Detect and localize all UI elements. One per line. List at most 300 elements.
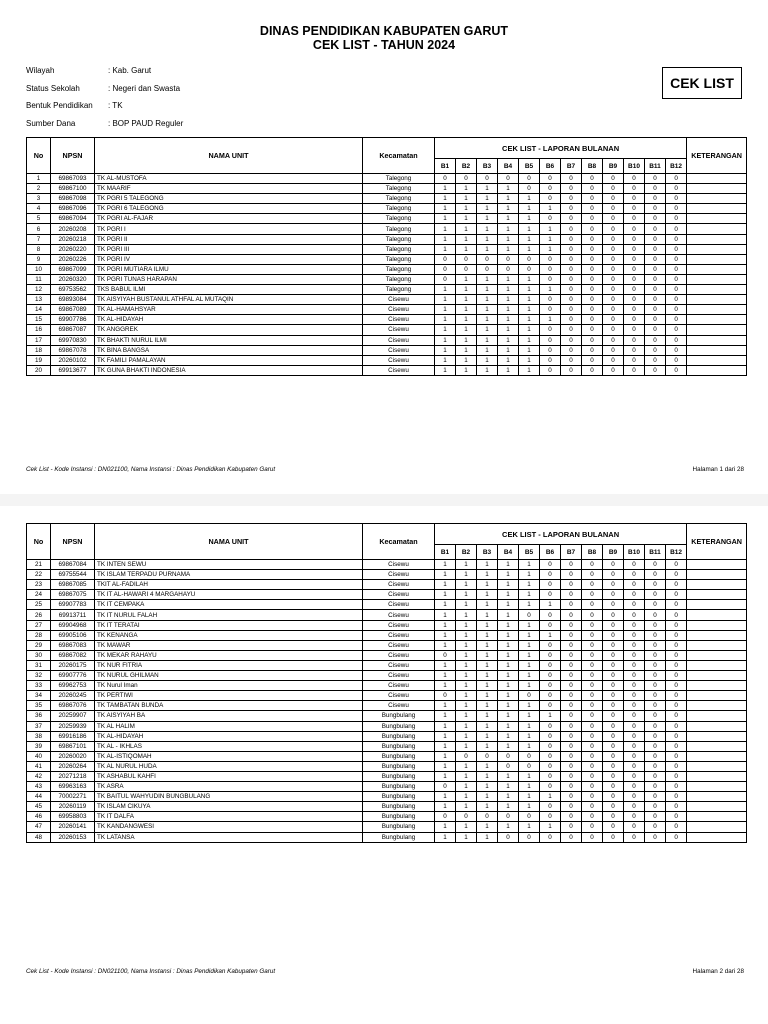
- cell-npsn: 20260020: [51, 751, 95, 761]
- cell-month-status: 1: [456, 782, 477, 792]
- cell-npsn: 20260175: [51, 660, 95, 670]
- cell-month-status: 0: [540, 731, 561, 741]
- cell-month-status: 1: [477, 822, 498, 832]
- cell-month-status: 1: [477, 691, 498, 701]
- cell-kecamatan: Bungbulang: [363, 771, 435, 781]
- table-row: [27, 771, 747, 781]
- cell-month-status: 0: [561, 335, 582, 345]
- cell-month-status: 0: [666, 640, 687, 650]
- cell-no: 5: [27, 214, 51, 224]
- cell-month-status: 0: [477, 812, 498, 822]
- cell-kecamatan: Cisewu: [363, 335, 435, 345]
- cell-nama-unit: TK IT NURUL FALAH: [95, 610, 363, 620]
- cell-month-status: 0: [561, 560, 582, 570]
- cell-month-status: 0: [603, 184, 624, 194]
- cell-month-status: 0: [582, 650, 603, 660]
- cell-month-status: 1: [519, 325, 540, 335]
- cell-month-status: 0: [519, 264, 540, 274]
- cell-month-status: 1: [540, 792, 561, 802]
- cell-month-status: 0: [666, 204, 687, 214]
- cell-month-status: 0: [519, 812, 540, 822]
- cell-npsn: 69970830: [51, 335, 95, 345]
- cell-month-status: 1: [456, 650, 477, 660]
- cell-no: 16: [27, 325, 51, 335]
- info-label: Status Sekolah: [26, 83, 80, 93]
- cell-month-status: 0: [540, 560, 561, 570]
- cell-month-status: 0: [645, 691, 666, 701]
- cell-month-status: 0: [624, 305, 645, 315]
- cell-nama-unit: TK PGRI II: [95, 234, 363, 244]
- cell-npsn: 20260218: [51, 234, 95, 244]
- cell-month-status: 0: [561, 315, 582, 325]
- cell-month-status: 0: [582, 234, 603, 244]
- cell-kecamatan: Cisewu: [363, 560, 435, 570]
- cell-month-status: 0: [603, 660, 624, 670]
- cell-month-status: 0: [582, 295, 603, 305]
- table-row: [27, 295, 747, 305]
- cell-month-status: 0: [603, 274, 624, 284]
- cell-month-status: 1: [435, 771, 456, 781]
- cell-no: 47: [27, 822, 51, 832]
- cell-month-status: 1: [519, 782, 540, 792]
- cell-month-status: 1: [498, 184, 519, 194]
- cell-month-status: 1: [456, 681, 477, 691]
- cell-month-status: 1: [435, 560, 456, 570]
- cell-month-status: 0: [582, 620, 603, 630]
- cell-nama-unit: TK ASRA: [95, 782, 363, 792]
- cell-month-status: 0: [582, 570, 603, 580]
- cell-month-status: 1: [435, 802, 456, 812]
- cell-month-status: 1: [477, 184, 498, 194]
- cell-no: 22: [27, 570, 51, 580]
- cell-nama-unit: TK PGRI MUTIARA ILMU: [95, 264, 363, 274]
- cell-month-status: 0: [645, 711, 666, 721]
- cell-month-status: 1: [435, 345, 456, 355]
- cell-month-status: 1: [435, 590, 456, 600]
- table-row: [27, 274, 747, 284]
- cell-month-status: 0: [624, 792, 645, 802]
- cell-month-status: 0: [666, 590, 687, 600]
- cell-month-status: 0: [582, 802, 603, 812]
- cell-no: 37: [27, 721, 51, 731]
- cell-month-status: 0: [624, 194, 645, 204]
- cell-month-status: 1: [477, 832, 498, 842]
- cell-npsn: 69867093: [51, 174, 95, 184]
- cell-month-status: 0: [582, 305, 603, 315]
- cell-month-status: 0: [435, 782, 456, 792]
- table-body: [27, 560, 747, 843]
- cell-month-status: 0: [603, 640, 624, 650]
- cell-nama-unit: TK AISYIYAH BA: [95, 711, 363, 721]
- cell-month-status: 0: [603, 681, 624, 691]
- info-label: Wilayah: [26, 66, 55, 75]
- cell-month-status: 0: [624, 274, 645, 284]
- header-month: B10: [624, 159, 645, 174]
- cell-month-status: 1: [456, 590, 477, 600]
- cell-month-status: 0: [477, 264, 498, 274]
- cell-month-status: 0: [540, 214, 561, 224]
- cell-month-status: 0: [624, 285, 645, 295]
- cell-month-status: 1: [456, 274, 477, 284]
- cell-month-status: 0: [540, 650, 561, 660]
- cell-month-status: 0: [603, 315, 624, 325]
- cell-month-status: 0: [603, 254, 624, 264]
- cell-month-status: 0: [666, 650, 687, 660]
- cell-month-status: 1: [456, 315, 477, 325]
- cell-nama-unit: TKS BABUL ILMI: [95, 285, 363, 295]
- cell-month-status: 0: [624, 640, 645, 650]
- cell-month-status: 0: [603, 650, 624, 660]
- header-month: B3: [477, 159, 498, 174]
- cell-month-status: 0: [498, 812, 519, 822]
- cell-month-status: 1: [477, 701, 498, 711]
- cell-kecamatan: Talegong: [363, 174, 435, 184]
- cell-month-status: 0: [561, 671, 582, 681]
- cell-kecamatan: Bungbulang: [363, 721, 435, 731]
- cell-month-status: 0: [582, 355, 603, 365]
- cell-month-status: 0: [624, 650, 645, 660]
- cell-month-status: 1: [498, 355, 519, 365]
- cell-month-status: 0: [561, 771, 582, 781]
- cell-kecamatan: Talegong: [363, 214, 435, 224]
- cell-month-status: 1: [519, 285, 540, 295]
- header-month: B4: [498, 159, 519, 174]
- cell-month-status: 1: [477, 600, 498, 610]
- cell-month-status: 0: [561, 792, 582, 802]
- cell-month-status: 0: [645, 741, 666, 751]
- cell-month-status: 1: [477, 721, 498, 731]
- cell-month-status: 0: [666, 355, 687, 365]
- cell-keterangan: [687, 812, 747, 822]
- cell-kecamatan: Cisewu: [363, 610, 435, 620]
- cell-kecamatan: Talegong: [363, 194, 435, 204]
- cell-nama-unit: TK IT AL-HAWARI 4 MARGAHAYU: [95, 590, 363, 600]
- cell-month-status: 1: [456, 660, 477, 670]
- cell-month-status: 0: [435, 264, 456, 274]
- cell-no: 19: [27, 355, 51, 365]
- cell-npsn: 69893084: [51, 295, 95, 305]
- cell-npsn: 20260264: [51, 761, 95, 771]
- cell-month-status: 0: [624, 345, 645, 355]
- cell-month-status: 0: [561, 194, 582, 204]
- cell-month-status: 0: [645, 671, 666, 681]
- cell-month-status: 0: [582, 254, 603, 264]
- cell-kecamatan: Bungbulang: [363, 761, 435, 771]
- cell-kecamatan: Cisewu: [363, 305, 435, 315]
- cell-month-status: 0: [582, 560, 603, 570]
- cell-month-status: 0: [540, 570, 561, 580]
- cell-no: 18: [27, 345, 51, 355]
- cell-month-status: 0: [666, 731, 687, 741]
- cell-nama-unit: TK NUR FITRIA: [95, 660, 363, 670]
- header-month: B8: [582, 545, 603, 560]
- cell-month-status: 0: [624, 701, 645, 711]
- cell-month-status: 0: [666, 782, 687, 792]
- cell-month-status: 1: [498, 560, 519, 570]
- cell-month-status: 1: [477, 295, 498, 305]
- cell-month-status: 1: [519, 792, 540, 802]
- cell-month-status: 0: [540, 365, 561, 375]
- cell-month-status: 0: [645, 620, 666, 630]
- cell-no: 10: [27, 264, 51, 274]
- cell-month-status: 1: [456, 295, 477, 305]
- table-row: [27, 355, 747, 365]
- table-row: [27, 194, 747, 204]
- cell-month-status: 1: [435, 194, 456, 204]
- cell-month-status: 1: [477, 345, 498, 355]
- cell-keterangan: [687, 244, 747, 254]
- cell-keterangan: [687, 802, 747, 812]
- cell-month-status: 1: [435, 244, 456, 254]
- cell-month-status: 1: [477, 194, 498, 204]
- cell-month-status: 1: [498, 741, 519, 751]
- cell-month-status: 1: [435, 214, 456, 224]
- cell-kecamatan: Talegong: [363, 224, 435, 234]
- cell-kecamatan: Talegong: [363, 274, 435, 284]
- cell-month-status: 0: [603, 771, 624, 781]
- cell-month-status: 0: [561, 214, 582, 224]
- cell-month-status: 0: [561, 355, 582, 365]
- cell-month-status: 0: [561, 234, 582, 244]
- cell-month-status: 0: [561, 305, 582, 315]
- cell-kecamatan: Cisewu: [363, 580, 435, 590]
- cell-kecamatan: Cisewu: [363, 671, 435, 681]
- cell-month-status: 0: [624, 590, 645, 600]
- cell-npsn: 20260245: [51, 691, 95, 701]
- cell-npsn: 69867087: [51, 325, 95, 335]
- cell-month-status: 0: [582, 600, 603, 610]
- table-row: [27, 244, 747, 254]
- cell-month-status: 0: [645, 812, 666, 822]
- cell-keterangan: [687, 741, 747, 751]
- cell-no: 35: [27, 701, 51, 711]
- cell-month-status: 0: [666, 184, 687, 194]
- table-row: [27, 691, 747, 701]
- cell-nama-unit: TK PGRI IV: [95, 254, 363, 264]
- cell-month-status: 1: [498, 802, 519, 812]
- cell-month-status: 1: [519, 234, 540, 244]
- cell-nama-unit: TK LATANSA: [95, 832, 363, 842]
- cell-keterangan: [687, 620, 747, 630]
- cell-month-status: 1: [477, 630, 498, 640]
- cell-month-status: 0: [561, 610, 582, 620]
- cell-month-status: 0: [624, 244, 645, 254]
- cell-npsn: 69867100: [51, 184, 95, 194]
- cell-month-status: 1: [498, 590, 519, 600]
- cell-no: 4: [27, 204, 51, 214]
- cell-month-status: 1: [456, 721, 477, 731]
- cell-month-status: 0: [624, 184, 645, 194]
- table-row: [27, 701, 747, 711]
- cell-kecamatan: Cisewu: [363, 345, 435, 355]
- table-row: [27, 630, 747, 640]
- cell-month-status: 0: [603, 792, 624, 802]
- cell-month-status: 0: [645, 295, 666, 305]
- cell-keterangan: [687, 590, 747, 600]
- cell-nama-unit: TK TAMBATAN BUNDA: [95, 701, 363, 711]
- cell-month-status: 0: [603, 751, 624, 761]
- cell-month-status: 0: [477, 174, 498, 184]
- info-value: : Negeri dan Swasta: [108, 83, 181, 93]
- cell-month-status: 1: [540, 244, 561, 254]
- cell-month-status: 1: [477, 731, 498, 741]
- cell-month-status: 0: [582, 204, 603, 214]
- table-row: [27, 822, 747, 832]
- table-row: [27, 681, 747, 691]
- cell-kecamatan: Bungbulang: [363, 792, 435, 802]
- cell-month-status: 1: [519, 305, 540, 315]
- cell-month-status: 0: [435, 274, 456, 284]
- cell-month-status: 0: [603, 355, 624, 365]
- table-row: [27, 590, 747, 600]
- header-nama-unit: NAMA UNIT: [95, 138, 363, 174]
- cell-month-status: 0: [624, 711, 645, 721]
- cell-kecamatan: Cisewu: [363, 355, 435, 365]
- cell-nama-unit: TK MAWAR: [95, 640, 363, 650]
- cell-kecamatan: Cisewu: [363, 600, 435, 610]
- cell-nama-unit: TK AL-HIDAYAH: [95, 315, 363, 325]
- cell-month-status: 0: [540, 580, 561, 590]
- cell-month-status: 1: [456, 580, 477, 590]
- cell-month-status: 0: [582, 741, 603, 751]
- cell-keterangan: [687, 580, 747, 590]
- table-row: [27, 650, 747, 660]
- cell-month-status: 0: [645, 355, 666, 365]
- cell-no: 46: [27, 812, 51, 822]
- cell-nama-unit: TK KANDANGWESI: [95, 822, 363, 832]
- cell-month-status: 0: [582, 590, 603, 600]
- cell-month-status: 1: [435, 315, 456, 325]
- cell-month-status: 0: [603, 610, 624, 620]
- info-value: : TK: [108, 101, 123, 110]
- cell-month-status: 1: [456, 570, 477, 580]
- cell-month-status: 1: [519, 194, 540, 204]
- cell-month-status: 1: [435, 325, 456, 335]
- cell-month-status: 1: [519, 771, 540, 781]
- cell-month-status: 0: [603, 630, 624, 640]
- header-month: B1: [435, 159, 456, 174]
- cell-month-status: 0: [582, 761, 603, 771]
- cell-month-status: 0: [666, 721, 687, 731]
- cell-keterangan: [687, 640, 747, 650]
- cell-month-status: 0: [561, 650, 582, 660]
- cell-month-status: 1: [477, 590, 498, 600]
- cell-month-status: 1: [477, 335, 498, 345]
- cell-month-status: 1: [498, 570, 519, 580]
- cell-month-status: 0: [624, 832, 645, 842]
- cell-no: 41: [27, 761, 51, 771]
- cell-month-status: 1: [435, 832, 456, 842]
- cell-month-status: 0: [645, 254, 666, 264]
- cell-month-status: 1: [498, 365, 519, 375]
- table-row: [27, 660, 747, 670]
- cell-no: 8: [27, 244, 51, 254]
- cell-kecamatan: Bungbulang: [363, 711, 435, 721]
- cell-nama-unit: TK PGRI 6 TALEGONG: [95, 204, 363, 214]
- cek-list-badge: CEK LIST: [662, 67, 742, 99]
- cell-no: 17: [27, 335, 51, 345]
- cell-kecamatan: Cisewu: [363, 660, 435, 670]
- cell-month-status: 0: [666, 194, 687, 204]
- cell-no: 28: [27, 630, 51, 640]
- header-month: B2: [456, 545, 477, 560]
- cell-month-status: 1: [477, 741, 498, 751]
- cell-month-status: 1: [519, 580, 540, 590]
- cell-month-status: 0: [561, 325, 582, 335]
- cell-month-status: 1: [519, 660, 540, 670]
- cell-keterangan: [687, 782, 747, 792]
- cell-month-status: 0: [540, 355, 561, 365]
- cell-month-status: 0: [540, 751, 561, 761]
- cell-no: 21: [27, 560, 51, 570]
- cell-month-status: 0: [624, 214, 645, 224]
- cell-month-status: 1: [477, 274, 498, 284]
- cell-month-status: 1: [498, 701, 519, 711]
- cell-month-status: 0: [582, 365, 603, 375]
- cell-month-status: 1: [435, 610, 456, 620]
- cell-month-status: 0: [498, 264, 519, 274]
- cell-no: 31: [27, 660, 51, 670]
- cell-month-status: 0: [666, 315, 687, 325]
- cell-kecamatan: Bungbulang: [363, 751, 435, 761]
- cell-month-status: 0: [498, 174, 519, 184]
- cell-month-status: 0: [603, 305, 624, 315]
- cell-keterangan: [687, 560, 747, 570]
- cell-month-status: 0: [666, 254, 687, 264]
- table-row: [27, 365, 747, 375]
- cell-kecamatan: Cisewu: [363, 691, 435, 701]
- table-row: [27, 254, 747, 264]
- cell-month-status: 0: [645, 802, 666, 812]
- cell-no: 42: [27, 771, 51, 781]
- cell-npsn: 69867076: [51, 701, 95, 711]
- table-row: [27, 264, 747, 274]
- cell-month-status: 1: [519, 355, 540, 365]
- info-value: : Kab. Garut: [108, 66, 152, 75]
- cell-keterangan: [687, 274, 747, 284]
- cell-kecamatan: Talegong: [363, 285, 435, 295]
- table-row: [27, 832, 747, 842]
- cell-nama-unit: TK ISLAM TERPADU PURNAMA: [95, 570, 363, 580]
- cell-month-status: 0: [624, 610, 645, 620]
- cell-month-status: 0: [435, 812, 456, 822]
- cell-month-status: 0: [561, 254, 582, 264]
- cell-month-status: 1: [519, 721, 540, 731]
- cell-no: 11: [27, 274, 51, 284]
- cell-month-status: 0: [540, 681, 561, 691]
- table-row: [27, 335, 747, 345]
- cell-month-status: 0: [624, 600, 645, 610]
- cell-kecamatan: Talegong: [363, 234, 435, 244]
- cell-month-status: 0: [666, 244, 687, 254]
- cell-keterangan: [687, 345, 747, 355]
- info-row-sumber: [26, 119, 183, 137]
- header-kecamatan: Kecamatan: [363, 138, 435, 174]
- cell-month-status: 1: [477, 285, 498, 295]
- header-kecamatan: Kecamatan: [363, 524, 435, 560]
- cell-month-status: 0: [645, 204, 666, 214]
- cell-month-status: 0: [624, 782, 645, 792]
- cell-month-status: 1: [435, 822, 456, 832]
- table-row: [27, 234, 747, 244]
- cell-npsn: 69962753: [51, 681, 95, 691]
- cell-nama-unit: TK BINA BANGSA: [95, 345, 363, 355]
- cell-month-status: 1: [477, 782, 498, 792]
- cell-month-status: 0: [645, 264, 666, 274]
- cell-month-status: 0: [540, 640, 561, 650]
- header-month: B7: [561, 545, 582, 560]
- cell-month-status: 0: [540, 832, 561, 842]
